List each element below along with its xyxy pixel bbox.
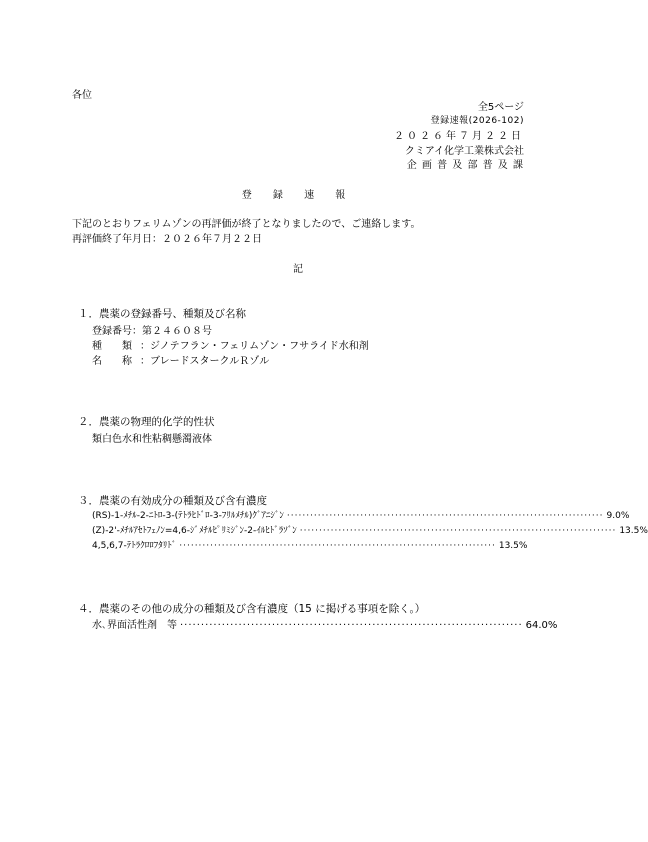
ingredient-name: (RS)-1-ﾒﾁﾙ-2-ﾆﾄﾛ-3-(ﾃﾄﾗﾋﾄﾞﾛ-3-ﾌﾘﾙﾒﾁﾙ)ｸﾞｱﾆｼﾞﾝ [92,511,284,521]
department: 企 画 普 及 部 普 及 課 [406,160,524,171]
ingredient-name: 4,5,6,7-ﾃﾄﾗｸﾛﾛﾌﾀﾘﾄﾞ [92,541,177,551]
company-name: クミアイ化学工業株式会社 [404,146,524,157]
ingredient-value: 13.5% [498,541,528,551]
other-ingredient-row [92,616,558,631]
document-number: 登録速報(2026-102) [430,116,524,126]
ingredient-value: 9.0% [606,511,630,521]
registration-number: 登録番号：第２４６０８号 [92,326,212,337]
issue-date: ２０２６年７月２２日 [394,131,524,142]
section-3-heading: ３．農薬の有効成分の種類及び含有濃度 [78,495,267,507]
section-1-heading: １．農薬の登録番号、種類及び名称 [78,308,246,320]
name-value: ：ブレードスタークルＲゾル [140,356,270,367]
section-4-heading: ４．農薬のその他の成分の種類及び含有濃度（15 に掲げる事項を除く。） [78,603,426,615]
other-ingredient-value: 64.0% [525,620,558,631]
ingredient-row-1 [92,508,630,521]
ingredient-row-2 [92,523,648,536]
leader-dots: ·················································································· [299,526,617,536]
name-row [92,352,269,367]
addressee: 各位 [72,90,92,101]
page-count: 全5ページ [477,102,524,113]
leader-dots: ·················································································· [286,511,604,521]
ingredient-row-3 [92,538,528,551]
name-label: 名 称 [92,356,132,367]
ingredient-name: (Z)-2'-ﾒﾁﾙｱｾﾄﾌｪﾉﾝ=4,6-ｼﾞﾒﾁﾙﾋﾟﾘﾐｼﾞﾝ-2-ｲﾙﾋﾄﾞﾗｿﾞﾝ [92,526,297,536]
document-title: 登 録 速 報 [241,190,355,201]
ingredient-value: 13.5% [619,526,648,536]
type-value: ：ジノテフラン・フェリムゾン・フサライド水和剤 [140,341,369,352]
physical-state: 類白色水和性粘稠懸濁液体 [92,434,212,445]
intro-text: 下記のとおりフェリムゾンの再評価が終了となりましたので、ご連絡します。 [72,219,421,230]
ki-mark: 記 [293,264,303,275]
leader-dots: ·················································································· [179,541,496,551]
section-2-heading: ２．農薬の物理的化学的性状 [78,416,215,428]
leader-dots: ·················································································· [180,620,523,631]
reevaluation-end-date: 再評価終了年月日：２０２６年７月２２日 [72,234,262,245]
other-ingredient-name: 水､界面活性剤 等 [92,620,177,631]
type-label: 種 類 [92,341,132,352]
type-row [92,337,369,352]
